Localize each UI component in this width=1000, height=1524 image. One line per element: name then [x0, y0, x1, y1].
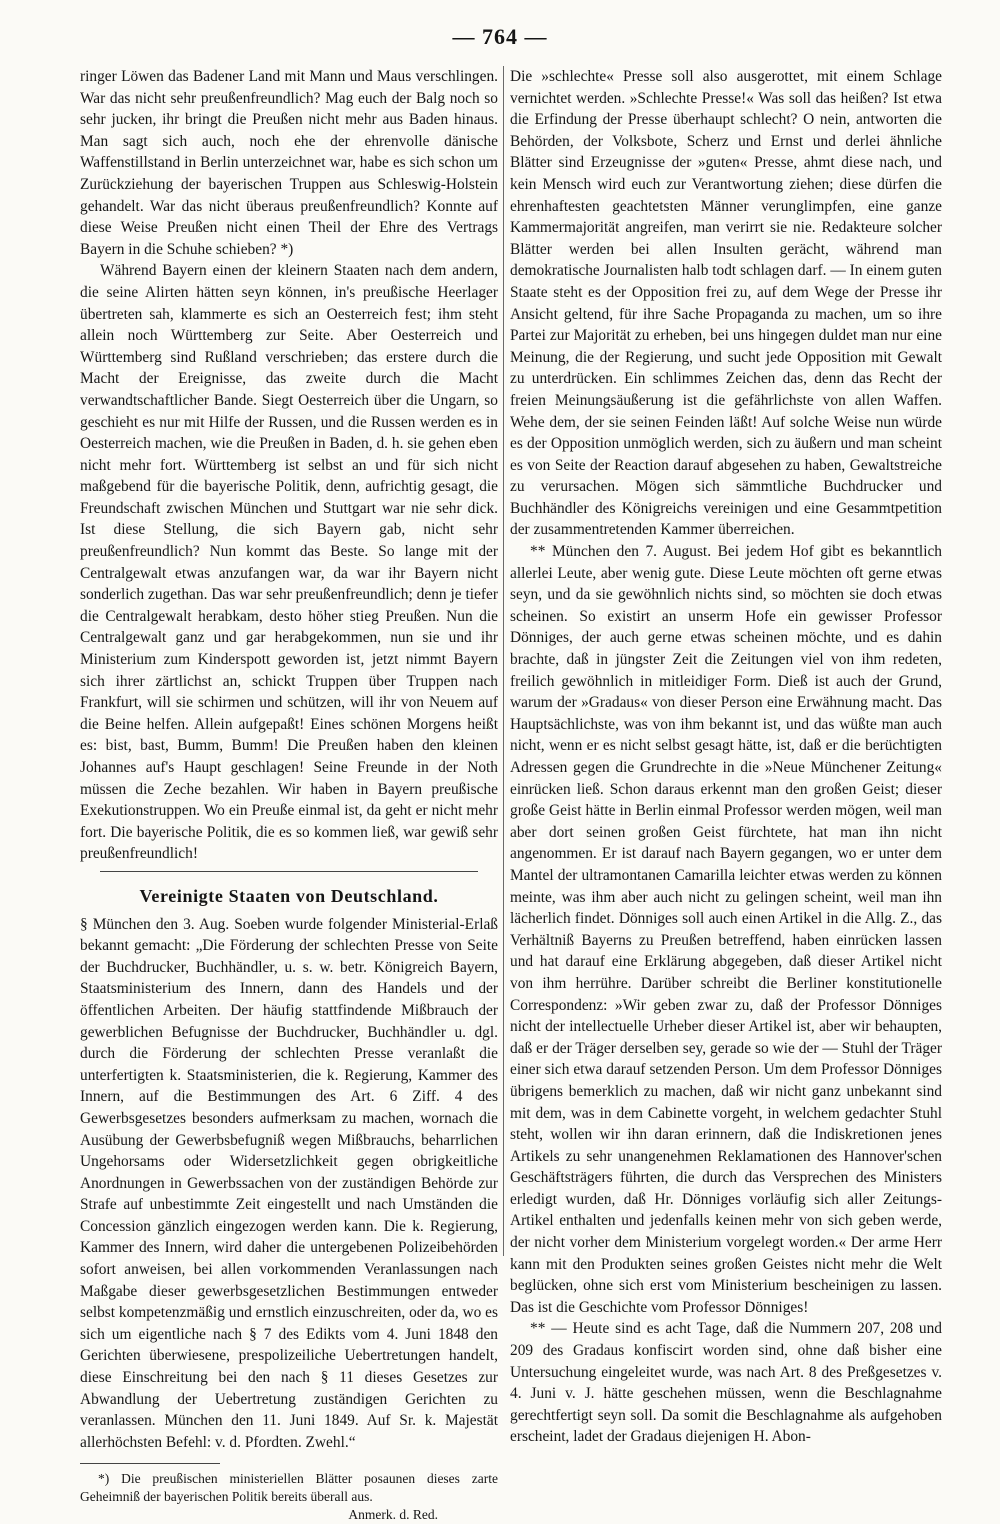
page-number: — 764 — — [452, 24, 548, 49]
left-column — [80, 66, 498, 1524]
left-paragraph-2: Während Bayern einen der kleinern Staaten nach dem andern, die seine Alirten hätten seyn können, in's preußische Heerlager übertreten sah, klammerte es sich an Oesterreich fest; ihm steht allein noch Württemberg zur Seite. Aber Oesterreich und Württemberg sind Rußland verschrieben; das erstere durch die Macht der Ereignisse, das zweite durch die Macht verwandtschaftlicher Bande. Siegt Oesterreich über die Ungarn, so geschieht es nur mit Hilfe der Russen, und die Russen werden es in Oesterreich machen, wie die Preußen in Baden, d. h. sie gehen eben nicht mehr fort. Württemberg ist selbst an und für sich nicht maßgebend für die bayerische Politik, denn, aufrichtig gesagt, die Freundschaft zwischen München und Stuttgart war nie sehr dick. Ist diese Stellung, die sich Bayern gab, nicht sehr preußenfreundlich? Nun kommt das Beste. So lange mit der Centralgewalt etwas anzufangen war, da war ihr Bayern nicht sonderlich zugethan. Das war sehr preußenfreundlich; denn je tiefer die Centralgewalt herabkam, desto höher stieg Preußen. Nun die Centralgewalt ganz und gar herabgekommen, nun sie und ihr Ministerium zum Kinderspott geworden ist, jetzt nimmt Bayern sich ihrer zärtlichst an, schickt Truppen über Truppen nach Frankfurt, will sie schirmen und schützen, will ihr von Neuem auf die Beine helfen. Allein aufgepaßt! Eines schönen Morgens heißt es: bist, bast, Bumm, Bumm! Die Preußen haben den kleinen Johannes auf's Haupt geschlagen! Seine Freunde in der Noth müssen die Zeche bezahlen. Wir haben in Bayern preußische Exekutionstruppen. Wo ein Preuße einmal ist, da geht er nicht mehr fort. Die bayerische Politik, die es so kommen ließ, war gewiß sehr preußenfreundlich! — [80, 262, 498, 863]
footnote: *) Die preußischen ministeriellen Blätter posaunen dieses zarte Geheimniß der bayerischen Politik bereits überall aus. — [80, 1471, 498, 1505]
right-column — [510, 66, 942, 1448]
section-divider — [100, 871, 478, 872]
right-paragraph-3: ** — Heute sind es acht Tage, daß die Nummern 207, 208 und 209 des Gradaus konfiscirt worden sind, ohne daß bisher eine Untersuchung eingeleitet wurde, was nach Art. 8 des Preßgesetzes v. 4. Juni v. J. hätte geschehen müssen, wenn die Beschlagnahme gerechtfertigt seyn soll. Da somit die Beschlagnahme als aufgehoben erscheint, ladet der Gradaus diejenigen H. Abon- — [510, 1320, 942, 1446]
right-paragraph-1: Die »schlechte« Presse soll also ausgerottet, mit einem Schlage vernichtet werden. »Schlechte Presse!« Was soll das heißen? Ist etwa die Erfindung der Presse überhaupt schlecht? O nein, antworten die Behörden, der Volksbote, Scherz und Ernst und derlei ähnliche Blätter sind Erzeugnisse der »guten« Presse, ahmt diese nach, und kein Mensch wird euch zur Verantwortung ziehen; diese dürfen die ehrenhaftesten geachtetsten Männer verunglimpfen, eine ganze Kammermajorität angreifen, man verirrt sie nie. Redakteure solcher Blätter werden bei allen Insulten gerächt, während man demokratische Journalisten halb todt schlagen darf. — In einem guten Staate steht es der Opposition frei zu, auf dem Wege der Presse ihr Ansicht geltend, für ihre Sache Propaganda zu machen, um so ihre Partei zur Majorität zu erheben, bei uns hingegen duldet man nur eine Meinung, die der Regierung, und sucht jede Opposition mit Gewalt zu unterdrücken. Ein schlimmes Zeichen das, denn das Recht der freien Meinungsäußerung ist die gefährlichste von allen Waffen. Wehe dem, der sie seinen Feinden läßt! Auf solche Weise nun würde es der Opposition unmöglich werden, sich zu äußern und man scheint es von Seite der Reaction darauf abgesehen zu haben, Gewaltstreiche zu verursachen. Mögen sich sämmtliche Buchdrucker und Buchhändler des Königreichs vereinigen und eine Gesammtpetition der zusammentretenden Kammer überreichen. — [510, 68, 942, 539]
left-paragraph-1: ringer Löwen das Badener Land mit Mann und Maus verschlingen. War das nicht sehr preußenfreundlich? Mag euch der Balg noch so sehr jucken, ihr bringt die Preußen nicht mehr aus Baden hinaus. Man sagt sich auch, noch ehe der ehrenvolle dänische Waffenstillstand in Berlin unterzeichnet war, habe es sich schon um Zurückziehung der bayerischen Truppen aus Schleswig-Holstein gehandelt. War das nicht überaus preußenfreundlich? Konnte auf diese Weise Preußen nicht einen Theil der Ehre des Vertrags Bayern in die Schuhe schieben? *) — [80, 68, 498, 258]
left-paragraph-3: § München den 3. Aug. Soeben wurde folgender Ministerial-Erlaß bekannt gemacht: „Die Förderung der schlechten Presse von Seite der Buchdrucker, Buchhändler, u. s. w. betr. Königreich Bayern, Staatsministerium des Innern, dann des Handels und der öffentlichen Arbeiten. Der häufig stattfindende Mißbrauch der gewerblichen Befugnisse der Buchdrucker, Buchhändler u. dgl. durch die Förderung der schlechten Presse veranlaßt die unterfertigten k. Staatsministerien, die k. Regierung, Kammer des Innern, auf die Bestimmungen des Art. 6 Ziff. 4 des Gewerbsgesetzes besonders aufmerksam zu machen, wornach die Ausübung der Gewerbsbefugniß wegen Mißbrauchs, beharrlichen Ungehorsams oder Widersetzlichkeit gegen obrigkeitliche Anordnungen in Gewerbssachen von der zuständigen Behörde zur Strafe auf unbestimmte Zeit eingestellt und nach Umständen die Concession gänzlich eingezogen werden kann. Die k. Regierung, Kammer des Innern, wird daher die untergebenen Polizeibehörden sofort anweisen, bei allen vorkommenden Veranlassungen nach Maßgabe dieser gewerbsgesetzlichen Bestimmungen entweder selbst kompetenzmäßig und ernstlich einzuschreiten, oder da, wo es sich um eigentliche nach § 7 des Edikts vom 4. Juni 1848 den Gerichten überwiesene, prespolizeiliche Uebertretungen handelt, diese Einschreitung bei den nach § 11 dieses Gesetzes zur Abwandlung der Uebertretung zuständigen Gerichten zu veranlassen. München den 11. Juni 1849. Auf Sr. k. Majestät allerhöchsten Befehl: v. d. Pfordten. Zwehl.“ — [80, 915, 498, 1451]
column-divider — [503, 66, 504, 1256]
right-paragraph-2: ** München den 7. August. Bei jedem Hof gibt es bekanntlich allerlei Leute, aber wenig gute. Diese Leute möchten oft gerne etwas seyn, und da sie gewöhnlich nichts sind, so möchten sie doch etwas scheinen. So existirt an unserm Hofe ein gewisser Professor Dönniges, der auch gerne etwas scheinen möchte, und es dahin brachte, daß in jüngster Zeit die Zeitungen viel von ihm redeten, freilich gewöhnlich in mitleidiger Form. Dieß ist auch der Grund, warum der »Gradaus« von dieser Person eine Erwähnung macht. Das Hauptsächlichste, was von ihm bekannt ist, und das wüßte man auch nicht, wenn er es nicht selbst gesagt hätte, ist, daß er die berüchtigten Adressen gegen die Grundrechte in die »Neue Münchener Zeitung« einrücken ließ. Schon daraus erkennt man den großen Geist; dieser große Geist hätte in Berlin einmal Professor werden mögen, weil man aber dort seinen großen Geist fürchtete, hat man ihn nicht angenommen. Er ist darauf nach Bayern gegangen, wo er unter dem Mantel der ultramontanen Camarilla leichter etwas werden zu können meinte, was ihm aber auch nicht zu gelingen scheint, weil man ihn lächerlich findet. Dönniges soll auch einen Artikel in die Allg. Z., das Verhältniß Bayerns zu Preußen betreffend, haben einrücken lassen und hat darauf eine Erklärung abgegeben, daß dieser Artikel nicht von ihm herrühre. Darüber schreibt die Berliner konstitutionelle Correspondenz: »Wir geben zwar zu, daß der Professor Dönniges nicht der intellectuelle Urheber dieser Artikel ist, aber wir behaupten, daß er der Träger derselben sey, gerade so wie der — Stuhl der Träger einer sich etwa darauf setzenden Person. Um dem Professor Dönniges übrigens bemerklich zu machen, daß wir nicht ganz unbekannt sind mit dem, was in dem Cabinette vorgeht, in welchem gedachter Stuhl steht, wollen wir ihn daran erinnern, daß die Indiskretionen jenes Artikels zu sehr unangenehmen Reklamationen des Hannover'schen Geschäftsträgers führten, die durch das Versprechen des Ministers erledigt wurden, daß Hr. Dönniges vorläufig sich aller Zeitungs-Artikel enthalten und jedenfalls keinen mehr von sich geben werde, der nicht vorher dem Ministerium vorgelegt worden.« Der arme Herr kann mit den Produkten seines großen Geistes nicht mehr die Welt beglücken, ohne sich erst vom Ministerium bescheinigen zu lassen. Das ist die Geschichte vom Professor Dönniges! — [510, 543, 942, 1316]
footnote-divider — [80, 1463, 220, 1464]
footnote-signature: Anmerk. d. Red. — [348, 1507, 438, 1523]
section-heading: Vereinigte Staaten von Deutschland. — [139, 885, 439, 906]
